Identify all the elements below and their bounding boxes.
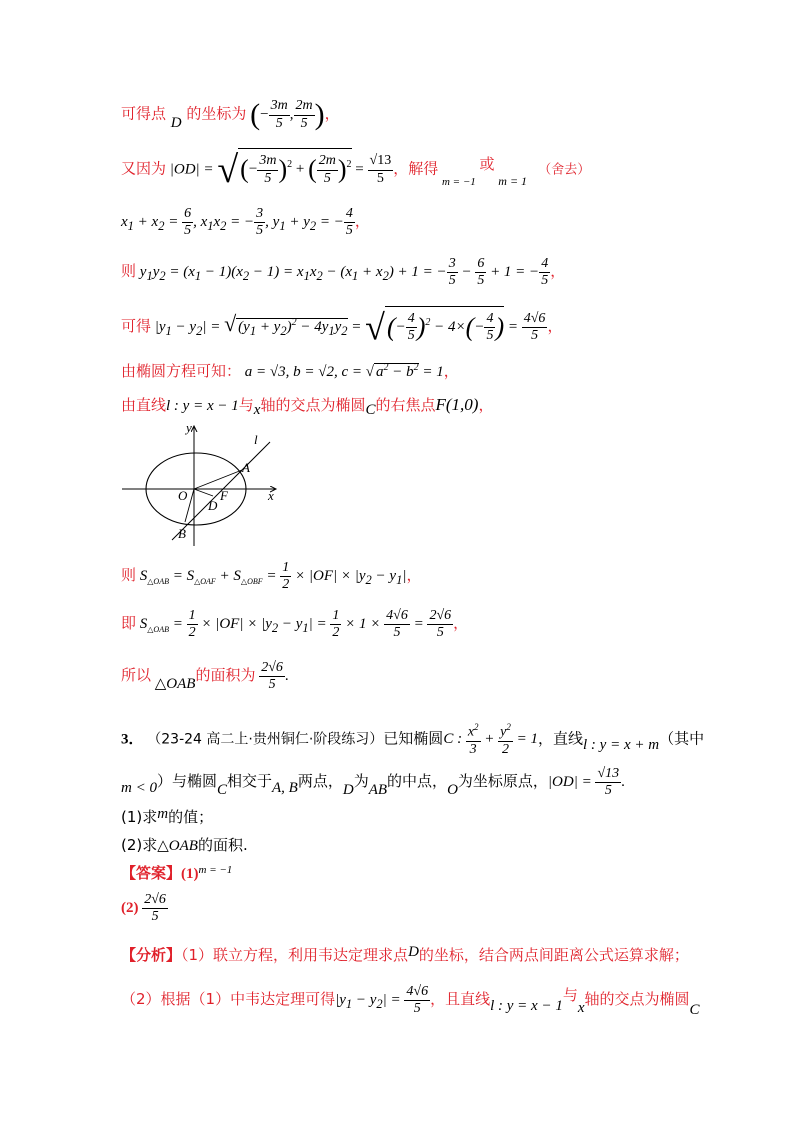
solution-line-7: [121, 394, 494, 418]
math: |OD| = $\frac{√13}{5}$: [547, 766, 620, 799]
text: 与: [238, 396, 254, 414]
text: ，且直线: [430, 990, 491, 1009]
text: 又因为: [121, 159, 167, 178]
solution-line-3: $x_1 + x_2$ = $\frac{6}{5}$ , $x_1x_2$ = − $\frac{3}{5}$ , $y_1 + y_2$ = − $\frac{4}{5}$ ，: [121, 206, 370, 239]
text: 为: [353, 772, 369, 791]
solution-line-1: 可得点 D 的坐标为 (− $\frac{3m}{5}$ , $\frac{2m}{5}$ )，: [121, 98, 340, 132]
fraction: $\frac{2m}{5}$: [295, 98, 313, 131]
text: （2）根据（1）中韦达定理可得: [121, 990, 336, 1009]
solution-line-4: 则 $y_1y_2 = (x_1 - 1)(x_2 - 1) = x_1x_2 - (x_1 + x_2) + 1$ = − $\frac{3}{5}$ − $\frac{6}{5}$ + 1 = − $\frac{4}{5}$ ，: [121, 256, 566, 289]
text: 则: [121, 566, 137, 585]
solution-line-8: 则 $S_{\triangle OAB} = S_{\triangle OAF} + S_{\triangle OBF}$ = $\frac{1}{2}$ × $|OF| \times |y_2 - y_1|$，: [121, 560, 422, 593]
text: ，解得: [393, 159, 439, 178]
text: 轴的交点为椭圆: [584, 990, 690, 1009]
math: $S_{\triangle OAB} = S_{\triangle OAF} + S_{\triangle OBF}$ = $\frac{1}{2}$ × $|OF| \times |y_2 - y_1|$: [139, 560, 407, 593]
text: 的值；: [168, 808, 214, 826]
solution-line-10: [121, 660, 289, 693]
math: m = 1: [498, 174, 528, 189]
label-O: O: [178, 488, 188, 503]
math: l : y = x − 1: [490, 998, 563, 1015]
text: 所以: [121, 666, 152, 685]
math: D: [342, 782, 354, 799]
text: 则: [121, 262, 137, 281]
fraction: $\frac{2√6}{5}$: [144, 892, 166, 925]
math: F(1,0): [435, 395, 479, 414]
math: l : y = x + m: [583, 737, 660, 754]
label-y: y: [186, 420, 192, 435]
analysis-tag: 【分析】: [121, 946, 182, 964]
answer-line-2: [121, 892, 168, 925]
text: 与: [562, 986, 578, 1005]
math: C: [689, 1002, 700, 1019]
ellipse-figure: [118, 420, 298, 550]
math: $|y_1 - y_2|$ = √ $(y_1 + y_2)^2 - 4y_1y_2$ = √(− $\frac{4}{5}$ )$^2$ − 4×(− $\frac{4}{5}$ ) = $\frac{4√6}{5}$: [154, 307, 546, 348]
text: (2)求: [121, 836, 158, 854]
text: (1): [181, 866, 199, 882]
solution-line-2: 又因为 |OD| = √(− $\frac{3m}{5}$ )$^2$ + ( $\frac{2m}{5}$ )$^2$ = $\frac{√13}{5}$ ，解得 $_{m = -1}$ 或 $_{m = 1}$ （舍去）: [121, 149, 591, 191]
text: 即: [121, 614, 137, 633]
problem-stem-line-2: [121, 766, 625, 799]
answer-line-1: [121, 862, 232, 883]
text: 的坐标，结合两点间距离公式运算求解；: [418, 946, 689, 964]
solution-line-9: 即 $S_{\triangle OAB}$ = $\frac{1}{2}$ × $|OF| \times |y_2 - y_1|$ = $\frac{1}{2}$ × 1 × $\frac{4√6}{5}$ = $\frac{2√6}{5}$ ，: [121, 608, 469, 641]
text: 可得: [121, 317, 152, 336]
answer-tag: 【答案】: [121, 864, 182, 882]
math-D: D: [170, 115, 182, 132]
math: $y_1y_2 = (x_1 - 1)(x_2 - 1) = x_1x_2 - (x_1 + x_2) + 1$ = − $\frac{3}{5}$ − $\frac{6}{5}$ + 1 = − $\frac{4}{5}$: [139, 256, 549, 289]
text: (2): [121, 900, 139, 917]
analysis-line-1: [121, 944, 689, 965]
text: 的面积.: [197, 836, 248, 854]
question-2: [121, 834, 248, 855]
text: ，: [478, 396, 494, 414]
math: x: [253, 402, 261, 418]
text: (1)求: [121, 808, 158, 826]
math: m: [157, 806, 169, 822]
text: 的中点，: [387, 772, 448, 791]
fraction: $\frac{√13}{5}$: [369, 153, 392, 186]
text: ，直线: [538, 729, 584, 748]
fraction: $\frac{3m}{5}$: [270, 98, 288, 131]
text: 的右焦点: [375, 396, 436, 414]
label-A: A: [242, 460, 250, 475]
paren: (: [250, 98, 261, 131]
label-l: l: [254, 432, 258, 447]
text: 为坐标原点，: [457, 772, 548, 791]
math: m = −1: [441, 176, 476, 189]
math: $S_{\triangle OAB}$ = $\frac{1}{2}$ × $|OF| \times |y_2 - y_1|$ = $\frac{1}{2}$ × 1 × $\frac{4√6}{5}$ = $\frac{2√6}{5}$: [139, 608, 452, 641]
text: ）与椭圆: [156, 772, 217, 791]
solution-line-5: 可得 $|y_1 - y_2|$ = √ $(y_1 + y_2)^2 - 4y_1y_2$ = √(− $\frac{4}{5}$ )$^2$ − 4×(− $\frac{4}{5}$ ) = $\frac{4√6}{5}$ ，: [121, 307, 563, 348]
text: 的面积为: [195, 666, 256, 685]
text: 相交于: [227, 772, 273, 791]
segment-OA: [194, 470, 242, 489]
text: 由椭圆方程可知：: [121, 362, 242, 380]
label-F: F: [220, 488, 228, 503]
text: .: [284, 668, 289, 685]
math: D: [408, 944, 419, 960]
math: A, B: [272, 780, 298, 797]
math: C: [365, 402, 376, 418]
problem-number: 3．: [121, 731, 144, 748]
segment-OD: [194, 489, 213, 496]
text: （1）联立方程，利用韦达定理求点: [181, 946, 409, 964]
label-B: B: [178, 526, 186, 541]
math: △OAB: [157, 838, 198, 854]
math: a = √3, b = √2, c = √ $a^2 - b^2 = 1$: [244, 362, 444, 380]
text: （其中: [659, 729, 705, 748]
analysis-line-2: [121, 984, 700, 1017]
paren: ): [314, 98, 325, 131]
label-D: D: [208, 498, 218, 513]
math: O: [447, 782, 458, 799]
math: △OAB: [154, 676, 196, 693]
math: l : y = x − 1: [166, 398, 239, 414]
label-x: x: [268, 488, 274, 503]
math: AB: [368, 782, 388, 799]
math: |OD| =: [169, 161, 214, 178]
problem-stem-line-1: [121, 722, 704, 758]
text: 或: [479, 155, 495, 174]
math: x: [577, 1000, 585, 1017]
math: m = −1: [198, 864, 233, 876]
text: 轴的交点为椭圆: [260, 396, 366, 414]
math: C : $\frac{x^2}{3}$ + $\frac{y^2}{2}$ = 1: [443, 722, 538, 757]
text: .: [621, 774, 625, 791]
text: （舍去）: [538, 162, 591, 178]
math: C: [216, 782, 227, 799]
question-1: [121, 806, 213, 827]
text: 由直线: [121, 396, 167, 414]
sqrt-sign: √: [217, 149, 239, 191]
math: m < 0: [121, 780, 157, 797]
text: 的坐标为: [181, 104, 247, 123]
sqrt-body: (− $\frac{3m}{5}$ )$^2$ + ( $\frac{2m}{5}$ )$^2$: [238, 148, 351, 186]
text: 可得点: [121, 104, 171, 123]
math: −: [260, 106, 269, 123]
solution-line-6: 由椭圆方程可知： a = √3, b = √2, c = √ $a^2 - b^2 = 1$，: [121, 362, 459, 380]
fraction: $\frac{2√6}{5}$: [261, 660, 283, 693]
problem-source: （23-24 高二上·贵州铜仁·阶段练习）: [147, 731, 384, 748]
math: $|y_1 - y_2|$ = $\frac{4√6}{5}$: [335, 984, 429, 1017]
text: 已知椭圆: [383, 729, 444, 748]
text: 两点，: [297, 772, 343, 791]
